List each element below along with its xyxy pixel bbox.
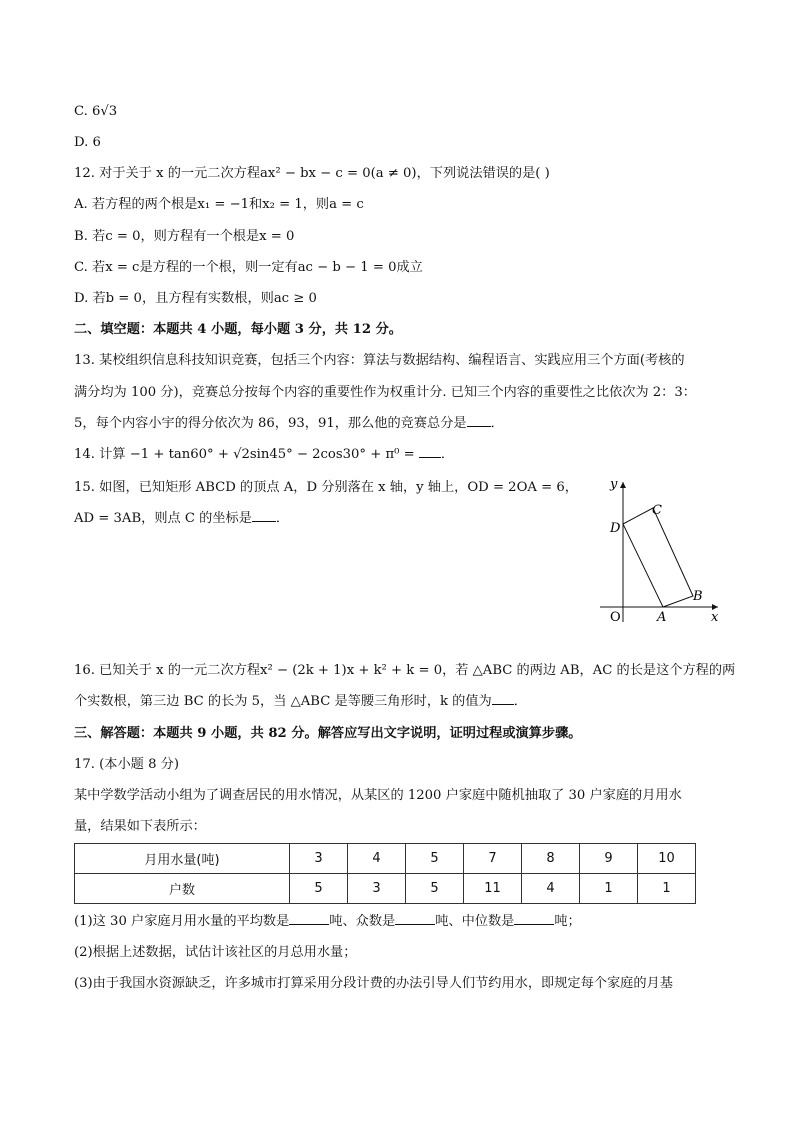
option-c-12: C. 若x = c是方程的一个根，则一定有ac − b − 1 = 0成立 [74, 260, 423, 275]
question-12-stem: 12. 对于关于 x 的一元二次方程ax² − bx − c = 0(a ≠ 0)，下列说法错误的是( ) [74, 166, 550, 181]
part1-text: (1)这 30 户家庭月用水量的平均数是 [74, 914, 290, 929]
answer-blank [492, 692, 514, 705]
label-y: y [610, 477, 618, 492]
table-cell: 5 [406, 874, 464, 904]
question-16-line2 [74, 692, 527, 712]
water-usage-table [74, 843, 696, 904]
question-15-text: AD = 3AB，则点 C 的坐标是 [74, 511, 252, 526]
section-2-heading: 二、填空题：本题共 4 小题，每小题 3 分，共 12 分。 [74, 322, 402, 337]
table-cell: 5 [290, 874, 348, 904]
table-cell: 8 [522, 844, 580, 874]
period: ． [440, 447, 455, 462]
part1-text: 吨； [554, 914, 581, 929]
table-cell: 3 [290, 844, 348, 874]
table-cell: 7 [464, 844, 522, 874]
table-cell: 月用水量(吨) [75, 844, 290, 874]
question-14-text: 14. 计算 −1 + tan60° + √2sin45° − 2cos30° + π⁰ = [74, 447, 415, 462]
coordinate-figure [596, 476, 726, 628]
table-cell: 1 [638, 874, 696, 904]
table-cell: 5 [406, 844, 464, 874]
question-17-part3: (3)由于我国水资源缺乏，许多城市打算采用分段计费的办法引导人们节约用水，即规定每个家庭的月基 [74, 976, 673, 991]
question-17-part2: (2)根据上述数据，试估计该社区的月总用水量； [74, 945, 357, 960]
answer-blank [289, 912, 329, 925]
question-13-line2: 满分均为 100 分)，竞赛总分按每个内容的重要性作为权重计分. 已知三个内容的重要性之比依次为 2：3： [74, 385, 696, 400]
option-d-12: D. 若b = 0，且方程有实数根，则ac ≥ 0 [74, 291, 317, 306]
question-17-title: 17. (本小题 8 分) [74, 757, 179, 772]
question-13-line3 [74, 414, 504, 434]
answer-blank [467, 414, 491, 427]
question-16-text: 个实数根，第三边 BC 的长为 5，当 △ABC 是等腰三角形时，k 的值为 [74, 694, 492, 709]
question-17-line2: 量，结果如下表所示： [74, 819, 206, 834]
option-c-11: C. 6√3 [74, 104, 118, 119]
option-d-11: D. 6 [74, 135, 101, 150]
question-15-line1: 15. 如图，已知矩形 ABCD 的顶点 A，D 分别落在 x 轴，y 轴上，OD = 2OA = 6， [74, 480, 578, 495]
answer-blank [514, 912, 554, 925]
rectangle-abcd [623, 508, 693, 607]
question-13-text: 5，每个内容小宇的得分依次为 86，93，91，那么他的竞赛总分是 [74, 416, 467, 431]
answer-blank [395, 912, 435, 925]
label-x: x [711, 610, 719, 625]
table-cell: 4 [522, 874, 580, 904]
label-d: D [610, 521, 621, 536]
table-cell: 3 [348, 874, 406, 904]
label-a: A [657, 610, 667, 625]
answer-blank [252, 509, 276, 522]
table-row [75, 874, 696, 904]
question-16-line1: 16. 已知关于 x 的一元二次方程x² − (2k + 1)x + k² + k = 0，若 △ABC 的两边 AB，AC 的长是这个方程的两 [74, 663, 736, 678]
option-a-12: A. 若方程的两个根是x₁ = −1和x₂ = 1，则a = c [74, 197, 364, 212]
table-cell: 1 [580, 874, 638, 904]
table-cell: 9 [580, 844, 638, 874]
table-cell: 4 [348, 844, 406, 874]
label-o: O [610, 610, 621, 625]
question-15-line2 [74, 509, 289, 529]
section-3-heading: 三、解答题：本题共 9 小题，共 82 分。解答应写出文字说明，证明过程或演算步骤。 [74, 726, 582, 741]
answer-blank [419, 445, 441, 458]
part1-text: 吨、众数是 [329, 914, 396, 929]
question-17-part1 [74, 912, 581, 932]
table-cell: 11 [464, 874, 522, 904]
table-cell: 10 [638, 844, 696, 874]
label-c: C [652, 503, 662, 518]
option-b-12: B. 若c = 0，则方程有一个根是x = 0 [74, 229, 295, 244]
label-b: B [693, 589, 703, 604]
period: ． [275, 511, 290, 526]
question-14 [74, 445, 454, 465]
question-17-line1: 某中学数学活动小组为了调查居民的用水情况，从某区的 1200 户家庭中随机抽取了 30 户家庭的月用水 [74, 788, 682, 803]
table-cell: 户数 [75, 874, 290, 904]
period: ． [490, 416, 504, 431]
table-row [75, 844, 696, 874]
question-13-line1: 13. 某校组织信息科技知识竞赛，包括三个内容：算法与数据结构、编程语言、实践应用三个方面(考核的 [74, 353, 685, 368]
part1-text: 吨、中位数是 [435, 914, 515, 929]
period: ． [513, 694, 527, 709]
